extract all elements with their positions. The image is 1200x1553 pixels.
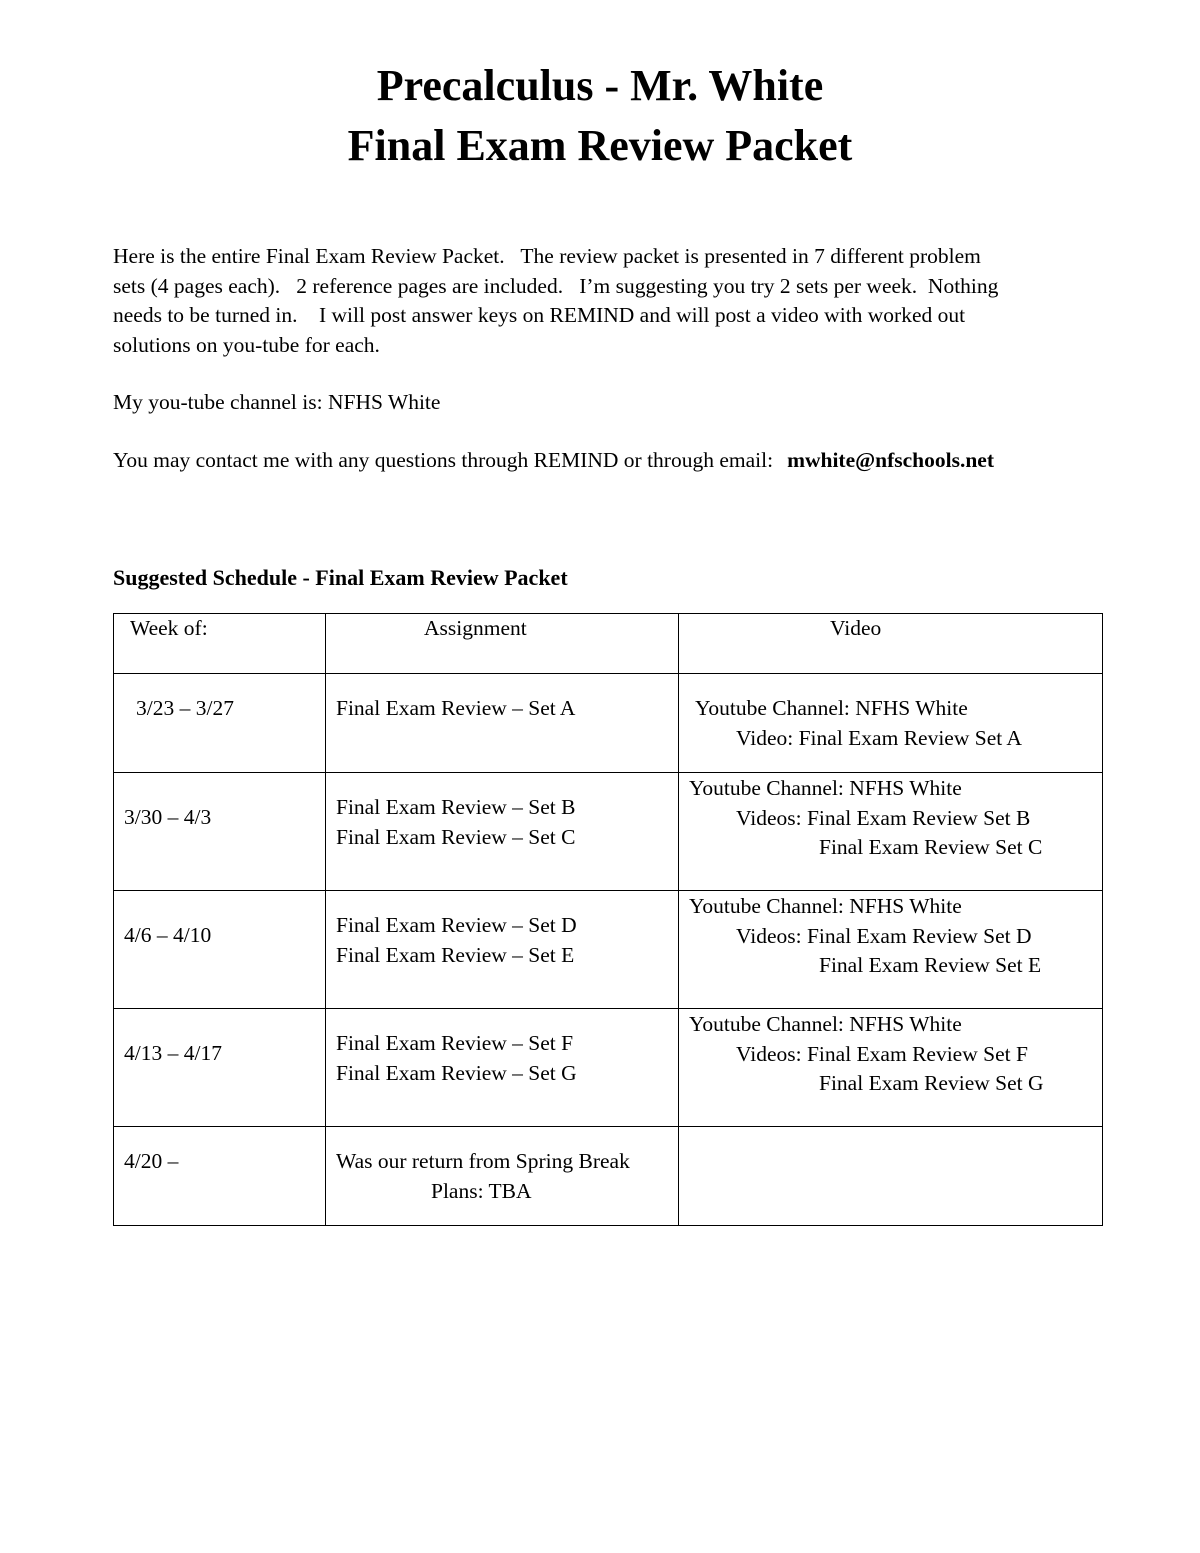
video-cell — [679, 773, 1103, 891]
assignment-cell — [326, 891, 679, 1009]
week-value: 3/23 – 3/27 — [136, 696, 234, 720]
video-channel: Youtube Channel: NFHS White — [695, 696, 968, 720]
video-title: Final Exam Review Set C — [819, 835, 1043, 859]
page-title: Precalculus - Mr. White — [376, 61, 824, 110]
intro-line: needs to be turned in. I will post answer keys on REMIND and will post a video with worked out — [113, 303, 966, 327]
header-video — [679, 614, 1103, 674]
intro-line: Here is the entire Final Exam Review Packet. The review packet is presented in 7 different problem — [113, 244, 981, 268]
video-cell — [679, 1009, 1103, 1127]
contact-text: You may contact me with any questions through REMIND or through email: — [113, 448, 774, 472]
assignment-value: Final Exam Review – Set F — [336, 1031, 574, 1055]
assignment-value: Final Exam Review – Set A — [336, 696, 576, 720]
table-row — [114, 1127, 1103, 1226]
video-title: Videos: Final Exam Review Set D — [736, 923, 1032, 948]
video-channel: Youtube Channel: NFHS White — [689, 776, 962, 800]
assignment-value: Final Exam Review – Set C — [336, 824, 576, 849]
header-assignment-label: Assignment — [424, 616, 527, 640]
week-value: 4/6 – 4/10 — [124, 923, 212, 947]
header-week — [114, 614, 326, 674]
assignment-value: Was our return from Spring Break — [336, 1149, 630, 1173]
header-week-label: Week of: — [130, 616, 208, 640]
contact-line — [113, 446, 1103, 476]
assignment-value: Final Exam Review – Set G — [336, 1060, 577, 1085]
assignment-cell — [326, 1127, 679, 1226]
video-cell — [679, 674, 1103, 773]
video-cell — [679, 891, 1103, 1009]
video-title: Video: Final Exam Review Set A — [736, 725, 1022, 750]
table-row — [114, 773, 1103, 891]
video-cell — [679, 1127, 1103, 1226]
header-assignment — [326, 614, 679, 674]
week-value: 3/30 – 4/3 — [124, 805, 212, 829]
table-header-row — [114, 614, 1103, 674]
schedule-title: Suggested Schedule - Final Exam Review Packet — [113, 565, 568, 590]
week-cell — [114, 891, 326, 1009]
week-value: 4/13 – 4/17 — [124, 1041, 222, 1065]
week-value: 4/20 – — [124, 1149, 179, 1173]
schedule-table — [113, 613, 1103, 1226]
assignment-cell — [326, 1009, 679, 1127]
header-video-label: Video — [830, 616, 882, 640]
week-cell — [114, 674, 326, 773]
channel-text: My you-tube channel is: NFHS White — [113, 390, 441, 414]
week-cell — [114, 773, 326, 891]
video-title: Final Exam Review Set G — [819, 1071, 1044, 1095]
assignment-value: Final Exam Review – Set E — [336, 942, 575, 967]
table-row — [114, 674, 1103, 773]
week-cell — [114, 1127, 326, 1226]
intro-line: sets (4 pages each). 2 reference pages are included. I’m suggesting you try 2 sets per week. Nothing — [113, 273, 999, 298]
assignment-cell — [326, 773, 679, 891]
video-title: Videos: Final Exam Review Set F — [736, 1041, 1028, 1066]
table-row — [114, 1009, 1103, 1127]
video-channel: Youtube Channel: NFHS White — [689, 1012, 962, 1036]
assignment-value: Final Exam Review – Set B — [336, 795, 576, 819]
table-row — [114, 891, 1103, 1009]
video-title: Final Exam Review Set E — [819, 953, 1042, 977]
intro-line: solutions on you-tube for each. — [113, 332, 380, 357]
email-link[interactable]: mwhite@nfschools.net — [787, 448, 994, 472]
page-subtitle: Final Exam Review Packet — [347, 121, 853, 170]
week-cell — [114, 1009, 326, 1127]
assignment-cell — [326, 674, 679, 773]
video-title: Videos: Final Exam Review Set B — [736, 805, 1031, 830]
assignment-value: Plans: TBA — [431, 1178, 532, 1203]
intro-paragraph — [113, 242, 1103, 360]
assignment-value: Final Exam Review – Set D — [336, 913, 577, 937]
video-channel: Youtube Channel: NFHS White — [689, 894, 962, 918]
